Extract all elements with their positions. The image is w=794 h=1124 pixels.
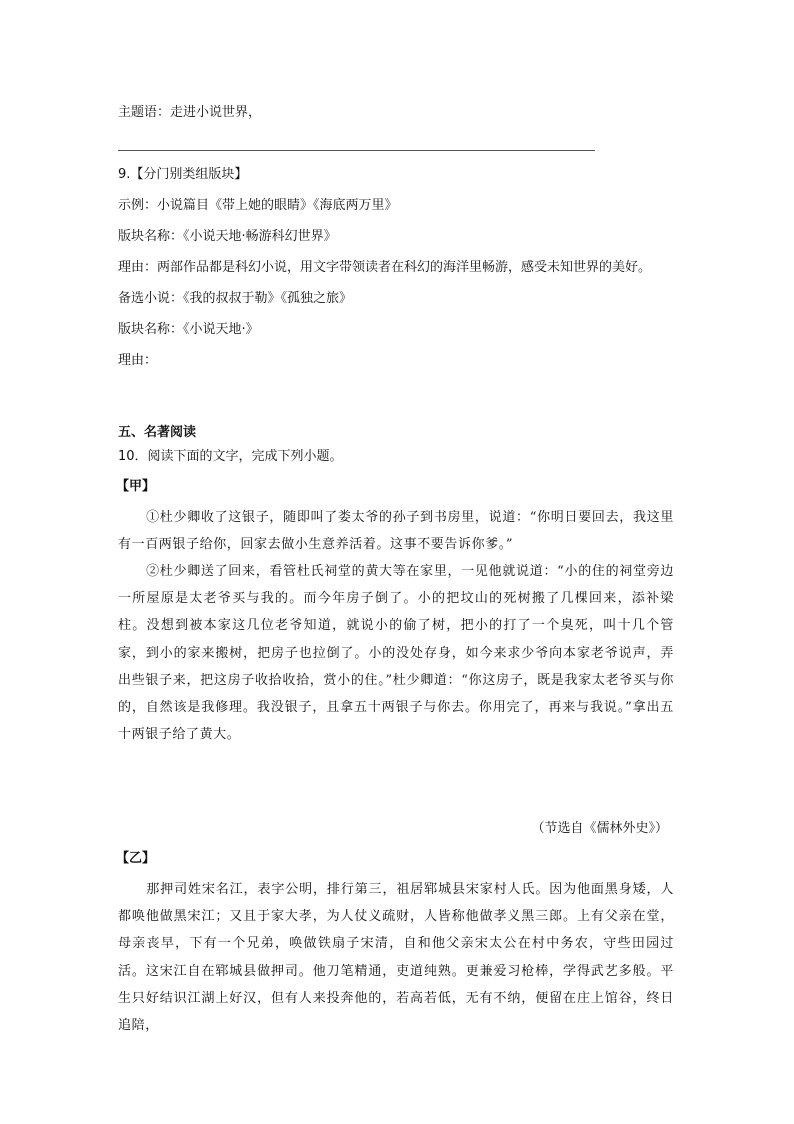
q9-example: 示例：小说篇目《带上她的眼睛》《海底两万里》 (118, 198, 398, 213)
jia-paragraph-1 (118, 504, 674, 558)
theme-line: 主题语：走进小说世界， (118, 105, 262, 120)
jia-paragraph-2 (118, 558, 674, 748)
q9-block-name: 版块名称：《小说天地·畅游科幻世界》 (118, 229, 337, 244)
jia-paragraph-2-text: ②杜少卿送了回来，看管杜氏祠堂的黄大等在家里，一见他就说道：“小的住的祠堂旁边一所屋原是太老爷买与我的。而今年房子倒了。小的把坟山的死树搬了几棵回来，添补梁柱。没想到被本家这几位老爷知道，就说小的偷了树，把小的打了一个臭死，叫十几个管家，到小的家来搬树，把房子也拉倒了。小的没处存身，如今来求少爷向本家老爷说声，弄出些银子来，把这房子收拾收拾，赏小的住。”杜少卿道：“你这房子，既是我家太老爷买与你的，自然该是我修理。我没银子，且拿五十两银子与你去。你用完了，再来与我说。”拿出五十两银子给了黄大。 (118, 564, 674, 743)
yi-paragraph-1-text: 那押司姓宋名江，表字公明，排行第三，祖居郓城县宋家村人氏。因为他面黑身矮，人都唤他做黑宋江；又且于家大孝，为人仗义疏财，人皆称他做孝义黑三郎。上有父亲在堂，母亲丧早，下有一个兄弟，唤做铁扇子宋清，自和他父亲宋太公在村中务农，守些田园过活。这宋江自在郓城县做押司。他刀笔精通，吏道纯熟。更兼爱习枪棒，学得武艺多般。平生只好结识江湖上好汉，但有人来投奔他的，若高若低，无有不纳，便留在庄上馆谷，终日追陪， (118, 882, 674, 1034)
q10-instruction: 10．阅读下面的文字，完成下列小题。 (118, 449, 343, 464)
jia-paragraph-1-text: ①杜少卿收了这银子，随即叫了娄太爷的孙子到书房里，说道：“你明日要回去，我这里有一百两银子给你，回家去做小生意养活着。这事不要告诉你爹。” (118, 510, 674, 553)
jia-source: （节选自《儒林外史》） (531, 821, 668, 836)
q9-title: 9.【分门别类组版块】 (118, 167, 248, 182)
q9-reason: 理由：两部作品都是科幻小说，用文字带领读者在科幻的海洋里畅游，感受未知世界的美好。 (118, 260, 652, 275)
q9-candidates: 备选小说：《我的叔叔于勒》《孤独之旅》 (118, 291, 353, 306)
q9-block-name-blank: 版块名称：《小说天地·》 (118, 322, 259, 337)
section-heading: 五、名著阅读 (118, 425, 197, 440)
q9-reason-blank: 理由： (118, 353, 158, 368)
answer-line[interactable] (118, 150, 595, 151)
jia-label: 【甲】 (116, 479, 156, 494)
yi-label: 【乙】 (116, 851, 156, 866)
yi-paragraph-1 (118, 876, 674, 1039)
